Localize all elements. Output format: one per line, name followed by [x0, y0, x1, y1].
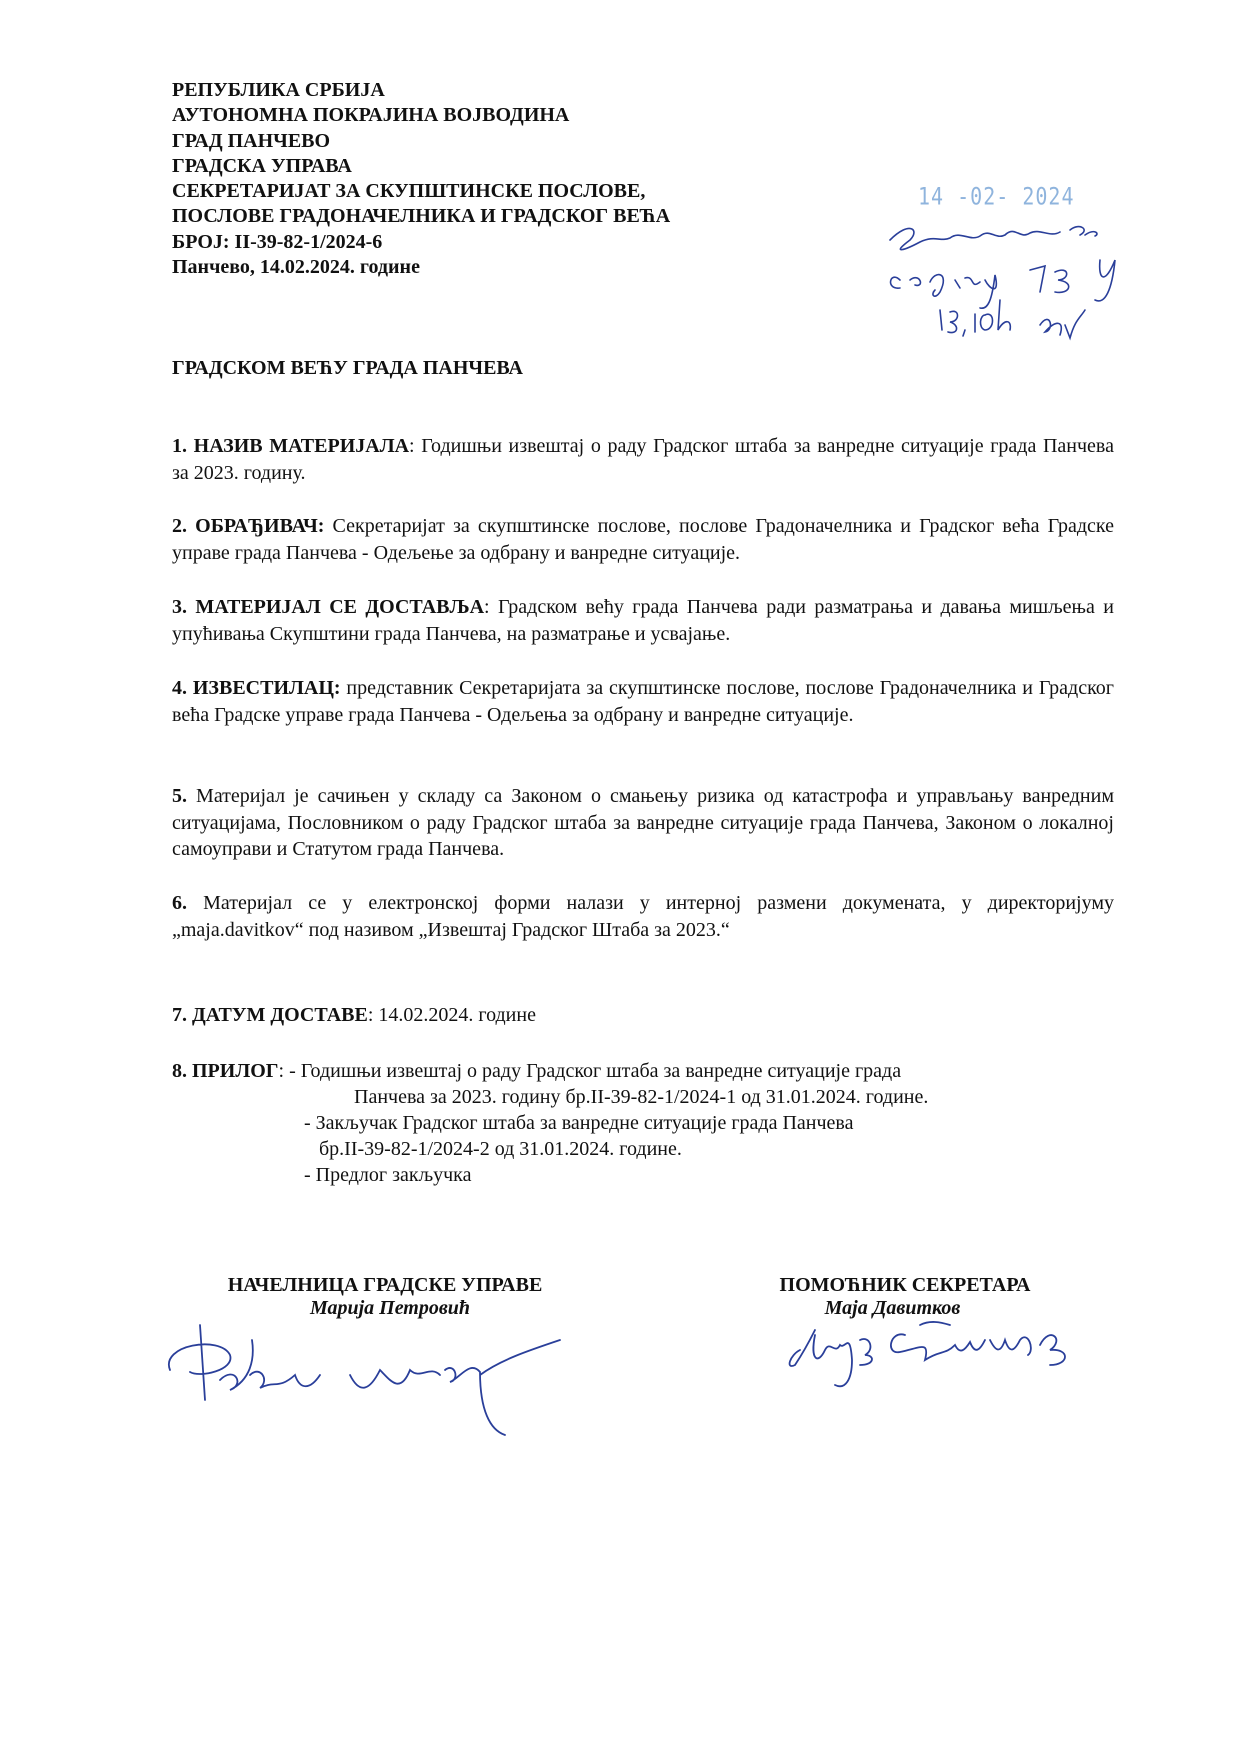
- attachment-line: - Закључак Градског штаба за ванредне ситуације града Панчева: [304, 1112, 854, 1134]
- item-text: Материјал се у електронској форми налази у интерној размени докумената, у директоријуму „maja.davitkov“ под називом „Извештај Градског Штаба за 2023.“: [172, 892, 1114, 941]
- item-label: 6.: [172, 892, 187, 914]
- item-label: 7. ДАТУМ ДОСТАВЕ: [172, 1004, 368, 1026]
- item-text: : Годишњи извештај о раду Градског штаба за ванредне ситуације града Панчева за 2023. годину.: [172, 435, 1114, 484]
- signature-right: [780, 1310, 1110, 1400]
- item-label: 3. МАТЕРИЈАЛ СЕ ДОСТАВЉА: [172, 596, 485, 618]
- item-text: Секретаријат за скупштинске послове, послове Градоначелника и Градског већа Градске управе града Панчева - Одељење за одбрану и ванредне ситуације.: [172, 515, 1114, 564]
- header-line: ГРАДСКА УПРАВА: [172, 154, 352, 177]
- item-6: [172, 890, 1114, 943]
- attachment-line: - Предлог закључка: [304, 1164, 472, 1186]
- item-label: 4. ИЗВЕСТИЛАЦ:: [172, 677, 341, 699]
- addressee: ГРАДСКОМ ВЕЋУ ГРАДА ПАНЧЕВА: [172, 357, 523, 379]
- signature-title: НАЧЕЛНИЦА ГРАДСКЕ УПРАВЕ: [227, 1274, 543, 1296]
- header-line: ПОСЛОВЕ ГРАДОНАЧЕЛНИКА И ГРАДСКОГ ВЕЋА: [172, 205, 671, 228]
- header-line: РЕПУБЛИКА СРБИЈА: [172, 79, 385, 101]
- attachments-label: 8. ПРИЛОГ: [172, 1060, 279, 1082]
- attachment-line: : - Годишњи извештај о раду Градског штаба за ванредне ситуације града: [278, 1060, 902, 1082]
- document-header: [172, 78, 670, 280]
- attachments: [172, 1058, 928, 1188]
- signature-block-left: [190, 1274, 580, 1320]
- signature-left: [160, 1320, 580, 1440]
- received-stamp-date: 14 -02- 2024: [918, 181, 1075, 211]
- item-label: 1. НАЗИВ МАТЕРИЈАЛА: [172, 435, 410, 457]
- item-1: [172, 433, 1114, 486]
- item-label: 5.: [172, 785, 187, 807]
- item-4: [172, 675, 1114, 728]
- item-text: представник Секретаријата за скупштинске послове, послове Градоначелника и Градског већа Градске управе града Панчева - Одељења за одбрану и ванредне ситуације.: [172, 677, 1114, 726]
- header-line: АУТОНОМНА ПОКРАЈИНА ВОЈВОДИНА: [172, 104, 570, 127]
- signature-name: Маја Давитков: [824, 1297, 961, 1319]
- item-5: [172, 783, 1114, 863]
- signature-title: ПОМОЋНИК СЕКРЕТАРА: [779, 1274, 1031, 1296]
- header-line: СЕКРЕТАРИЈАТ ЗА СКУПШТИНСКЕ ПОСЛОВЕ,: [172, 180, 646, 203]
- item-3: [172, 594, 1114, 647]
- attachment-line: Панчева за 2023. годину бр.II-39-82-1/2024-1 од 31.01.2024. године.: [354, 1086, 929, 1108]
- document-date: Панчево, 14.02.2024. године: [172, 256, 420, 279]
- item-text: Материјал је сачињен у складу са Законом о смањењу ризика од катастрофа и управљању ванредним ситуацијама, Пословником о раду Градског штаба за ванредне ситуације града Панчева, Законом о локалној самоуправи и Статутом града Панчева.: [172, 785, 1114, 860]
- item-text: : 14.02.2024. године: [367, 1004, 536, 1026]
- signature-name: Марија Петровић: [309, 1297, 471, 1319]
- header-line: ГРАД ПАНЧЕВО: [172, 129, 331, 152]
- item-label: 2. ОБРАЂИВАЧ:: [172, 515, 325, 537]
- item-7: [172, 1002, 1114, 1029]
- document-number: БРОЈ: II-39-82-1/2024-6: [172, 230, 383, 253]
- item-2: [172, 513, 1114, 566]
- handwritten-note: [880, 200, 1130, 350]
- attachment-line: бр.II-39-82-1/2024-2 од 31.01.2024. године.: [319, 1138, 682, 1160]
- item-text: : Градском већу града Панчева ради разматрања и давања мишљења и упућивања Скупштини града Панчева, на разматрање и усвајање.: [172, 596, 1114, 645]
